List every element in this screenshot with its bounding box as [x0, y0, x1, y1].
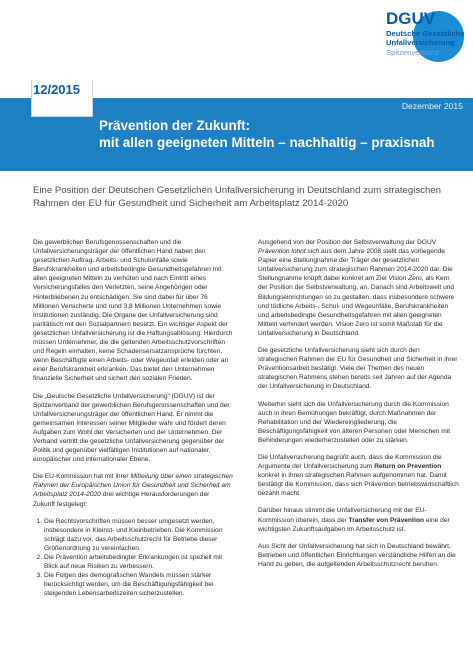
- brand-logo-text: DGUV: [386, 9, 436, 28]
- list-item: 1. Die Rechtsvorschriften müssen besser umgesetzt werden, insbesondere in Kleinst- und Kleinbetrieben. Die Kommission schlägt dazu vor, das Arbeitsschutzrecht für Betriebe dieser Größenordnung zu vereinfachen.: [44, 517, 233, 553]
- text-span: Darüber hinaus stimmt die Unfallversicherung mit der EU-Kommission überein, dass der: [258, 507, 427, 524]
- left-column: [33, 238, 233, 606]
- transfer-of-prevention-term: Transfer von Prävention: [348, 516, 425, 524]
- right-paragraph-1: [258, 238, 460, 338]
- text-span: drei wichtige Herausforderungen der Zukunft festgelegt:: [33, 491, 210, 508]
- text-span: Die Unfallversicherung begrüßt auch, dass die Kommission die Argumente der Unfallversicherung zum: [258, 453, 442, 471]
- text-span: , als Kern der Position der Selbstverwaltung, an. Danach sind Arbeitswelt und Bildungseinrichtungen so zu gestalten, dass insbesondere schwere und tödliche Arbeits-, Schul- und Wegeunfälle, Berufskrankheiten und arbeitsbedingte Gesundheitsgefahren mit allen geeigneten Mitteln verhindert werden. Vision Zero ist somit Maßstab für die Unfallversicherung in Deutschland.: [258, 275, 455, 337]
- text-span: konkret in ihren strategischen Rahmen aufgenommen hat. Damit bestätigt die Kommission, dass sich Prävention betriebswirtschaftlich bezahlt macht.: [258, 472, 459, 498]
- text-span: aus dem Jahre 2008 stellt das vorliegende Papier eine Stellungnahme der Träger der gesetzlichen Unfallversicherung zum strategischen Rahmen 2014-2020 dar. Die Stellungnahme knüpft dabei konkret am Ziel: [258, 248, 453, 283]
- list-item: 2. Die Prävention arbeitsbedingter Erkrankungen ist speziell mit Blick auf neue Risiken zu verbessern.: [44, 553, 233, 571]
- right-paragraph-3: Weiterhin sieht sich die Unfallversicherung durch die Kommission auch in ihren Bemühungen bekräftigt, durch Maßnahmen der Rehabilitation und der Wiedereingliederung, die Beschäftigungsfähigkeit von älteren Personen oder Menschen mit Behinderungen wiederherzustellen oder zu stärken.: [258, 400, 451, 444]
- right-paragraph-6: Aus Sicht der Unfallversicherung hat sich in Deutschland bewährt, Betrieben und öffentlichen Einrichtungen verständliche Hilfen an die Hand zu geben, die aufgeltenden Arbeitsschutzrecht beruhen.: [258, 542, 456, 568]
- title-line-1: Prävention der Zukunft:: [99, 118, 251, 133]
- document-title: [99, 117, 469, 151]
- brand-name-line1: Deutsche Gesetzliche: [386, 29, 465, 38]
- intro-subtitle: Eine Position der Deutschen Gesetzlichen Unfallversicherung in Deutschland zum strategischen Rahmen der EU für Gesundheit und Sicherheit am Arbeitsplatz 2014-2020: [33, 185, 441, 209]
- right-paragraph-2: Die gesetzliche Unfallversicherung sieht sich durch den strategischen Rahmen der EU für Gesundheit und Sicherheit in ihrer Präventionsarbeit bestätigt. Viele der Themen des neuen strategischen Rahmens stehen bereits seit Jahren auf der Agenda der Unfallversicherung in Deutschland.: [258, 347, 458, 391]
- text-span: Die EU-Kommission hat mit ihrer: [33, 473, 131, 481]
- left-paragraph-3: [33, 472, 233, 508]
- title-line-2: mit allen geeigneten Mitteln – nachhaltig – praxisnah: [99, 135, 435, 150]
- issue-number: 12/2015: [33, 82, 80, 97]
- text-span: eine der wichtigsten Zukunftsaufgaben im Arbeitsschutz ist.: [258, 516, 450, 533]
- right-column: [258, 238, 460, 577]
- text-span: Ausgehend von der Position der Selbstverwaltung der DGUV: [258, 239, 437, 246]
- commission-communication-title: Mitteilung über einen strategischen Rahmen der Europäischen Union für Gesundheit und Sicherheit am Arbeitsplatz 2014-2020: [33, 473, 233, 499]
- issue-date: Dezember 2015: [401, 101, 463, 111]
- challenges-list: [33, 517, 233, 599]
- left-paragraph-2: Die „Deutsche Gesetzliche Unfallversicherung" (DGUV) ist der Spitzenverband der gewerblichen Berufsgenossenschaften und der Unfallversicherungsträger der öffentlichen Hand. Er nimmt die gemeinsamen Interessen seiner Mitglieder wahr und fördert deren Aufgaben zum Wohl der Versicherten und der Unternehmen. Der Verband vertritt die gesetzliche Unfallversicherung gegenüber der Politik und gegenüber vielfältigen Institutionen auf nationaler, europäischer und internationaler Ebene.: [33, 392, 230, 464]
- right-paragraph-4: [258, 453, 460, 498]
- brand-name-line3: Spitzenverband: [386, 48, 439, 57]
- left-paragraph-1: Die gewerblichen Berufsgenossenschaften und die Unfallversicherungsträger der öffentlichen Hand haben den gesetzlichen Auftrag, Arbeits- und Schulunfälle sowie Berufskrankheiten und arbeitsbedingte Gesundheitsgefahren mit allen geeigneten Mitteln zu verhüten und nach Eintritt eines Versicherungsfalles den Verletzten, seine Angehörigen oder Hinterbliebenen zu entschädigen. Sie sind dabei für über 76 Millionen Versicherte und rund 3,8 Millionen Unternehmen sowie Institutionen zuständig. Die Organe der Unfallversicherung sind paritätisch mit den Sozialpartnern besetzt. Ein wichtiger Aspekt der gesetzlichen Unfallversicherung ist die Haftungsablösung: Hierdurch müssen Unternehmer, die die geltenden Arbeitsschutzvorschriften und Regeln einhalten, keine Schadensersatzansprüche fürchten, wenn Beschäftigte einen Arbeits- oder Wegeunfall erleiden oder an einer Berufskrankheit erkranken. Das bietet den Unternehmen finanzielle Sicherheit und sichert den sozialen Frieden.: [33, 239, 233, 383]
- right-paragraph-5: [258, 506, 460, 533]
- brand-name-line2: Unfallversicherung: [386, 38, 455, 47]
- position-title: Prävention lohnt sich: [258, 248, 320, 256]
- return-on-prevention-term: Return on Prevention: [374, 463, 442, 471]
- list-item: 3. Die Folgen des demografischen Wandels müssen stärker berücksichtigt werden, um die Beschäftigungsfähigkeit bei steigenden Lebensarbeitszeiten sicherzustellen.: [44, 571, 233, 598]
- vision-zero-term: Vision Zero: [388, 275, 422, 283]
